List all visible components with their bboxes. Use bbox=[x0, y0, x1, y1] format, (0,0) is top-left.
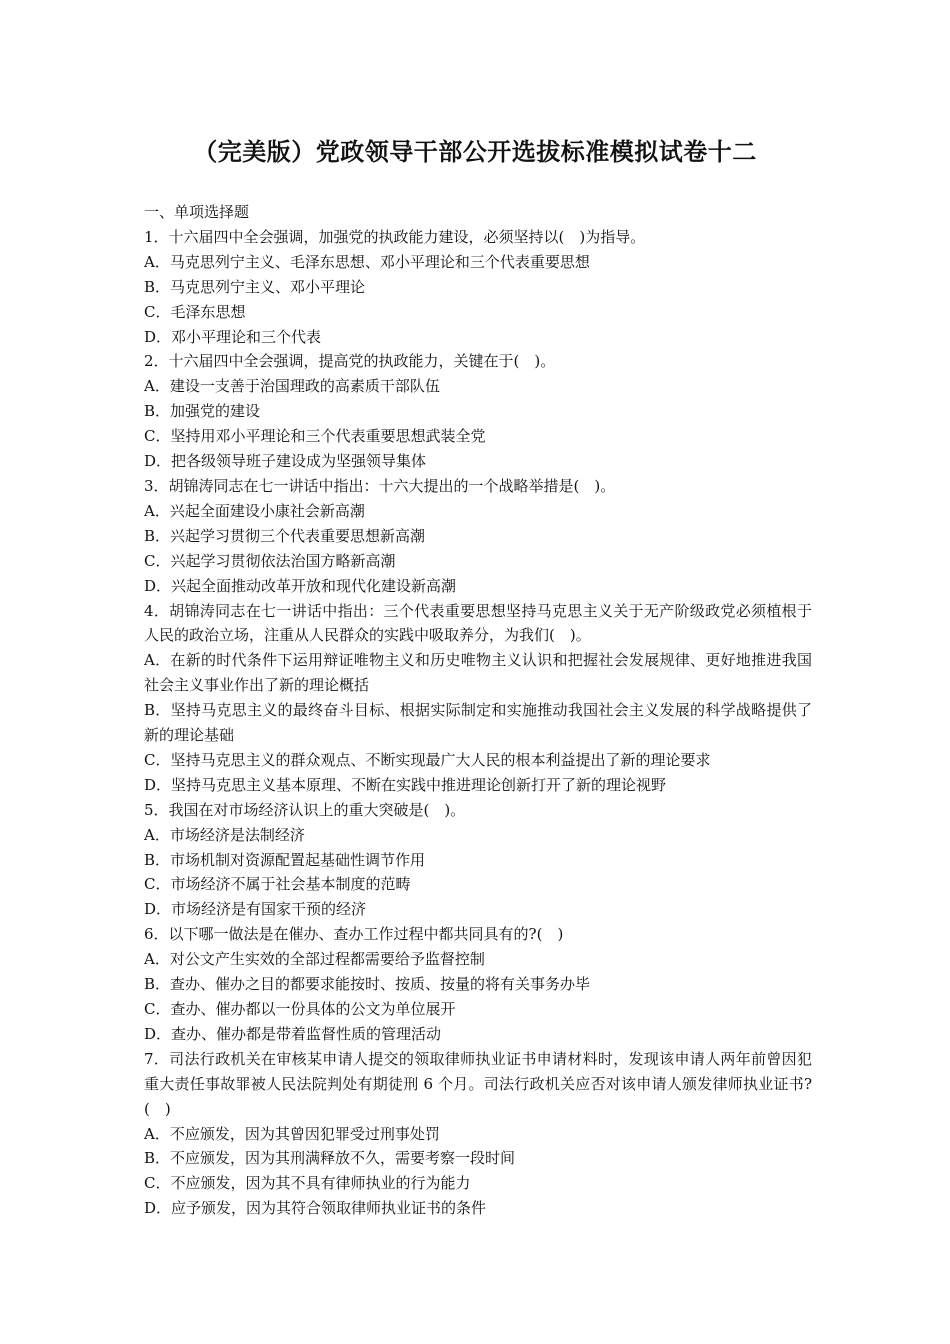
option-b: B．马克思列宁主义、邓小平理论 bbox=[144, 277, 366, 296]
question-stem: 6．以下哪一做法是在催办、查办工作过程中都共同具有的?( ) bbox=[144, 925, 564, 944]
option-d: D．应予颁发，因为其符合领取律师执业证书的条件 bbox=[144, 1199, 487, 1218]
option-b: B．加强党的建设 bbox=[144, 402, 261, 421]
question-6 bbox=[144, 922, 812, 1047]
question-4 bbox=[144, 599, 812, 798]
option-d: D．坚持马克思主义基本原理、不断在实践中推进理论创新打开了新的理论视野 bbox=[144, 775, 667, 794]
section-heading: 一、单项选择题 bbox=[144, 203, 250, 221]
question-1 bbox=[144, 225, 812, 350]
option-a: A．兴起全面建设小康社会新高潮 bbox=[144, 501, 365, 520]
option-c: C．兴起学习贯彻依法治国方略新高潮 bbox=[144, 551, 396, 570]
option-a: A．市场经济是法制经济 bbox=[144, 825, 305, 844]
question-stem: 2．十六届四中全会强调，提高党的执政能力，关键在于( )。 bbox=[144, 352, 556, 371]
option-b: B．市场机制对资源配置起基础性调节作用 bbox=[144, 850, 426, 869]
question-stem: 1．十六届四中全会强调，加强党的执政能力建设，必须坚持以( )为指导。 bbox=[144, 227, 646, 246]
question-2 bbox=[144, 349, 812, 474]
question-stem: 3．胡锦涛同志在七一讲话中指出：十六大提出的一个战略举措是( )。 bbox=[144, 476, 616, 495]
question-5 bbox=[144, 798, 812, 923]
option-c: C．市场经济不属于社会基本制度的范畴 bbox=[144, 875, 411, 894]
option-c: C．毛泽东思想 bbox=[144, 302, 246, 321]
option-b: B．查办、催办之目的都要求能按时、按质、按量的将有关事务办毕 bbox=[144, 975, 591, 994]
question-7 bbox=[144, 1047, 812, 1221]
option-d: D．兴起全面推动改革开放和现代化建设新高潮 bbox=[144, 576, 457, 595]
question-stem: 4．胡锦涛同志在七一讲话中指出：三个代表重要思想坚持马克思主义关于无产阶级政党必须植根于人民的政治立场，注重从人民群众的实践中吸取养分，为我们( )。 bbox=[144, 601, 812, 645]
option-a: A．对公文产生实效的全部过程都需要给予监督控制 bbox=[144, 950, 485, 969]
option-c: C．坚持用邓小平理论和三个代表重要思想武装全党 bbox=[144, 427, 486, 446]
option-a: A．不应颁发，因为其曾因犯罪受过刑事处罚 bbox=[144, 1124, 440, 1143]
option-c: C．查办、催办都以一份具体的公文为单位展开 bbox=[144, 1000, 456, 1018]
option-a: A．建设一支善于治国理政的高素质干部队伍 bbox=[144, 377, 440, 396]
question-stem: 5．我国在对市场经济认识上的重大突破是( )。 bbox=[144, 800, 466, 819]
option-d: D．查办、催办都是带着监督性质的管理活动 bbox=[144, 1024, 442, 1043]
option-d: D．市场经济是有国家干预的经济 bbox=[144, 900, 367, 919]
option-b: B．兴起学习贯彻三个代表重要思想新高潮 bbox=[144, 526, 426, 545]
option-b: B．坚持马克思主义的最终奋斗目标、根据实际制定和实施推动我国社会主义发展的科学战略提供了新的理论基础 bbox=[144, 701, 812, 745]
option-a: A．在新的时代条件下运用辩证唯物主义和历史唯物主义认识和把握社会发展规律、更好地推进我国社会主义事业作出了新的理论概括 bbox=[144, 651, 812, 695]
option-d: D．把各级领导班子建设成为坚强领导集体 bbox=[144, 452, 427, 471]
option-d: D．邓小平理论和三个代表 bbox=[144, 327, 322, 346]
option-b: B．不应颁发，因为其刑满释放不久，需要考察一段时间 bbox=[144, 1149, 516, 1168]
option-c: C．坚持马克思主义的群众观点、不断实现最广大人民的根本利益提出了新的理论要求 bbox=[144, 750, 711, 769]
document-title: （完美版）党政领导干部公开选拔标准模拟试卷十二 bbox=[193, 137, 757, 166]
option-a: A．马克思列宁主义、毛泽东思想、邓小平理论和三个代表重要思想 bbox=[144, 252, 590, 271]
question-stem: 7．司法行政机关在审核某申请人提交的领取律师执业证书申请材料时，发现该申请人两年前曾因犯重大责任事故罪被人民法院判处有期徒刑 6 个月。司法行政机关应否对该申请人颁发律师执业证书?( ) bbox=[144, 1049, 812, 1118]
question-3 bbox=[144, 474, 812, 599]
option-c: C．不应颁发，因为其不具有律师执业的行为能力 bbox=[144, 1174, 471, 1193]
document-body bbox=[144, 200, 812, 1221]
